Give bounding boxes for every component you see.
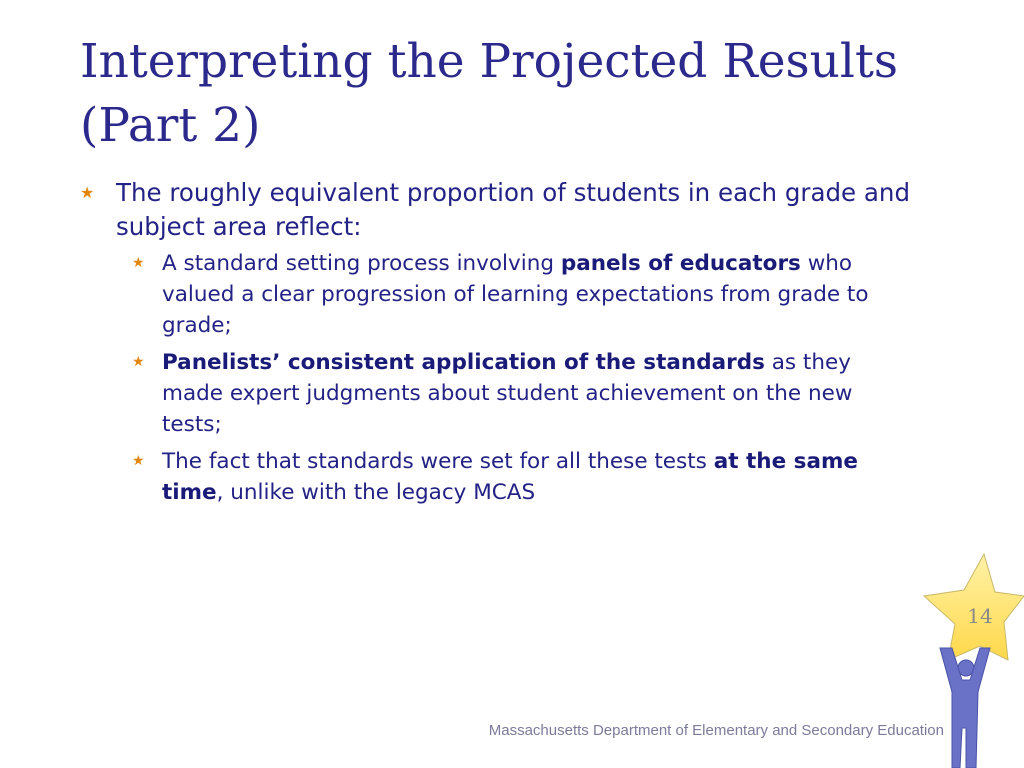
logo-person-figure	[940, 648, 990, 768]
footer-organization: Massachusetts Department of Elementary and Secondary Education	[488, 722, 944, 739]
slide-title	[80, 30, 960, 158]
sub-bullet-text-part: , unlike with the legacy MCAS	[216, 480, 536, 505]
sub-bullet-text-part: who valued a clear progression of learning expectations from grade to grade;	[162, 251, 869, 338]
page-number: 14	[967, 604, 993, 628]
star-bullet-icon: ★	[132, 354, 145, 370]
star-bullet-icon: ★	[80, 183, 95, 202]
sub-bullet-text-part: as they made expert judgments about student achievement on the new tests;	[162, 350, 853, 437]
bullet-list	[80, 176, 950, 508]
star-bullet-icon: ★	[132, 453, 145, 469]
sub-bullet-panels	[132, 248, 950, 341]
bullet-main	[80, 176, 950, 244]
sub-bullet-bold-text: panels of educators	[560, 251, 801, 276]
sub-bullet-text-part: The fact that standards were set for all these tests	[162, 449, 714, 474]
sub-bullet-consistency	[132, 347, 950, 440]
sub-bullet-bold-text: at the same time	[162, 449, 858, 505]
sub-bullet-panels-text	[162, 248, 907, 341]
bullet-main-text: The roughly equivalent proportion of students in each grade and subject area reflect:	[116, 178, 911, 241]
sub-bullet-bold-text: Panelists’ consistent application of the standards	[162, 350, 765, 375]
sub-bullet-same-time	[132, 446, 950, 508]
sub-bullet-text-part: A standard setting process involving	[162, 251, 561, 276]
star-bullet-icon: ★	[132, 255, 145, 271]
slide-title-line-1: Interpreting the Projected Results	[80, 34, 898, 89]
slide-title-line-2: (Part 2)	[80, 98, 261, 153]
sub-bullet-same-time-text	[162, 446, 907, 508]
sub-bullet-consistency-text	[162, 347, 907, 440]
